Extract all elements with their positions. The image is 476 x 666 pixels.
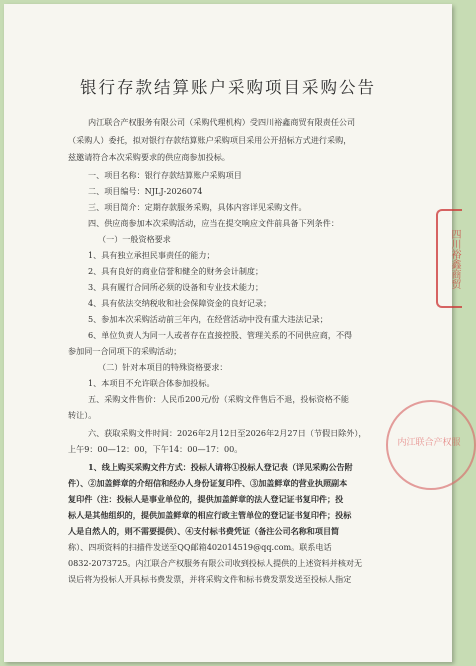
text-line: 一、项目名称：银行存款结算账户采购项目	[88, 170, 242, 180]
text-line: 误后将为投标人开具标书费发票，并将采购文件和标书费发票发送至投标人指定	[68, 574, 352, 584]
text-line: 内江联合产权服务有限公司（采购代理机构）受四川裕鑫商贸有限责任公司	[88, 117, 356, 127]
text-line: 兹邀请符合本次采购要求的供应商参加投标。	[68, 152, 230, 162]
text-line: 五、采购文件售价：人民币200元/份（采购文件售后不退，投标资格不能	[88, 394, 349, 404]
text-line: 3、具有履行合同所必须的设备和专业技术能力；	[88, 282, 264, 292]
text-line: （采购人）委托，拟对银行存款结算账户采购项目采用公开招标方式进行采购，	[68, 135, 352, 145]
text-line: 复印件（注：投标人是事业单位的，提供加盖鲜章的法人登记证书复印件；投	[68, 494, 344, 504]
text-line: 4、具有依法交纳税收和社会保障资金的良好记录；	[88, 298, 272, 308]
text-line: （一）一般资格要求	[98, 234, 171, 244]
text-line: 1、具有独立承担民事责任的能力；	[88, 250, 215, 260]
text-line: 件）、②加盖鲜章的介绍信和经办人身份证复印件、③加盖鲜章的营业执照副本	[68, 478, 348, 488]
text-line: 标人是其他组织的，提供加盖鲜章的相应行政主管单位的登记证书复印件；投标	[68, 510, 352, 520]
text-line: 六、获取采购文件时间：2026年2月12日至2026年2月27日（节假日除外），	[88, 428, 367, 438]
text-line: 2、具有良好的商业信誉和健全的财务会计制度；	[88, 266, 264, 276]
agency-seal-text: 内江联合产权服	[397, 438, 461, 448]
document-page	[4, 4, 461, 662]
announcement-title: 银行存款结算账户采购项目采购公告	[80, 78, 376, 97]
text-line: 二、项目编号：NJLJ-2026074	[88, 186, 203, 196]
text-line: 1、本项目不允许联合体参加投标。	[88, 378, 215, 388]
text-line: 1、线上购买采购文件方式：投标人请将①投标人登记表（详见采购公告附	[88, 462, 353, 472]
text-line: 三、项目简介：定期存款服务采购，具体内容详见采购文件。	[88, 202, 307, 212]
text-line: （二）针对本项目的特殊资格要求：	[98, 362, 228, 372]
text-line: 转让）。	[68, 410, 97, 420]
text-line: 5、参加本次采购活动前三年内，在经营活动中没有重大违法记录；	[88, 314, 328, 324]
text-line: 上午9：00—12：00，下午14：00—17：00。	[68, 444, 243, 454]
text-line: 0832-2073725。内江联合产权服务有限公司收到投标人提供的上述资料并核对无	[68, 558, 363, 568]
purchaser-stamp: 四川裕鑫商贸	[436, 209, 462, 308]
text-line: 6、单位负责人为同一人或者存在直接控股、管理关系的不同供应商，不得	[88, 330, 353, 340]
text-line: 人是自然人的，则不需要提供）、④支付标书费凭证（备注公司名称和项目简	[68, 526, 340, 536]
text-line: 称）、四项资料的扫描件发送至QQ邮箱402014519@qq.com。联系电话	[68, 542, 332, 552]
text-line: 参加同一合同项下的采购活动；	[68, 346, 182, 356]
text-line: 四、供应商参加本次采购活动，应当在提交响应文件前具备下列条件：	[88, 218, 339, 228]
